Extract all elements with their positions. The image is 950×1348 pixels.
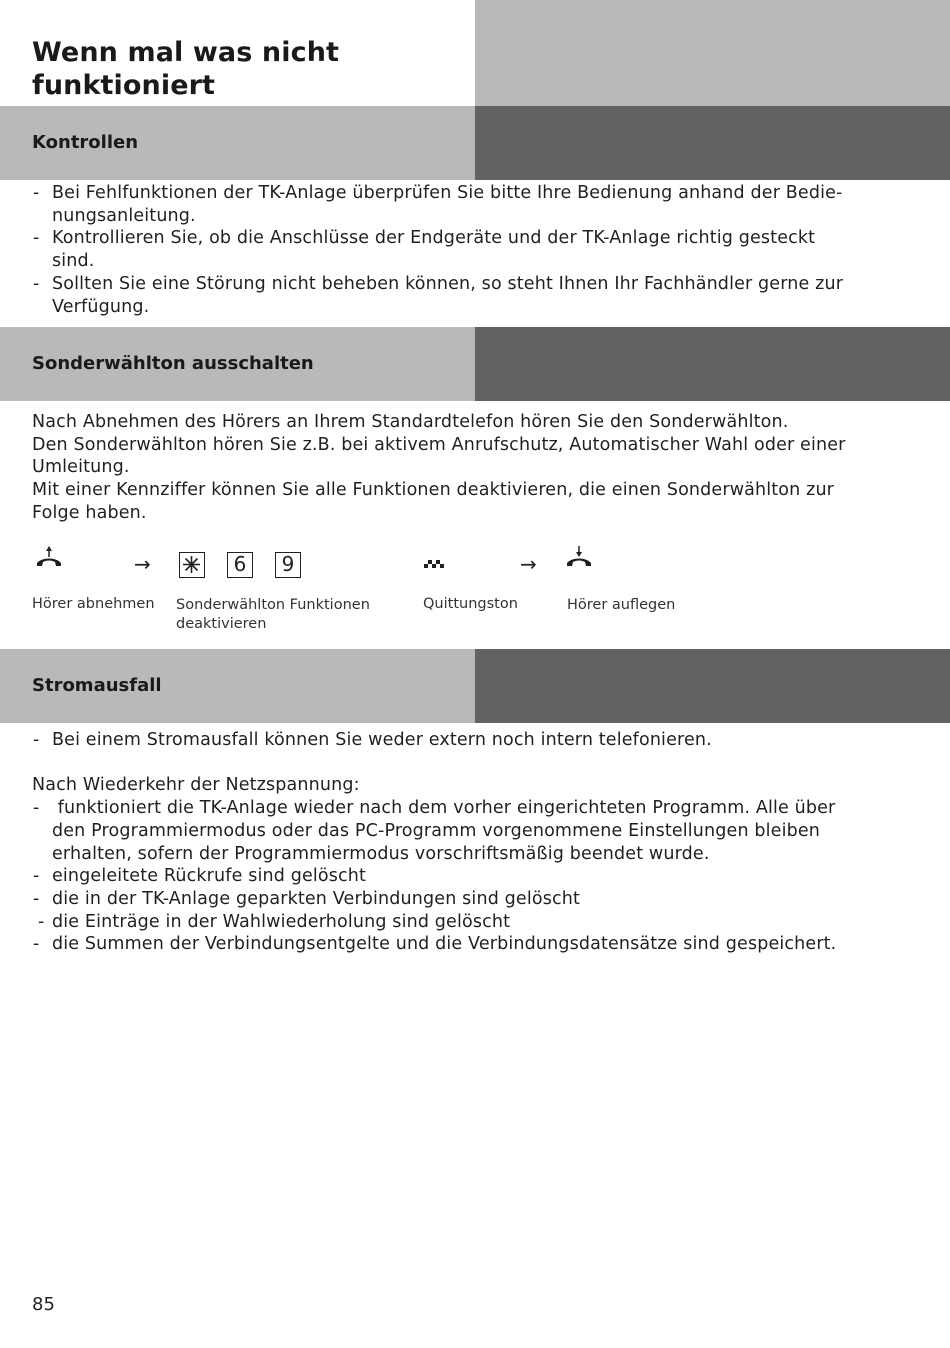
- key-9: 9: [275, 552, 301, 578]
- handset-lift-icon: [34, 546, 66, 570]
- section-heading-stromausfall: Stromausfall: [32, 675, 162, 696]
- caption-hoerer-abnehmen: Hörer abnehmen: [32, 596, 155, 612]
- list-item: - Bei Fehlfunktionen der TK-Anlage überprüfen Sie bitte Ihre Bedienung anhand der Bedie- nungsanleitung.: [32, 182, 912, 227]
- caption-quittungston: Quittungston: [423, 596, 518, 612]
- stromausfall-list: [32, 797, 912, 956]
- arrow-icon: →: [520, 552, 537, 576]
- section-heading-kontrollen: Kontrollen: [32, 132, 139, 153]
- paragraph-line: Nach Abnehmen des Hörers an Ihrem Standardtelefon hören Sie den Sonderwählton.: [32, 412, 789, 432]
- list-item: - die in der TK-Anlage geparkten Verbindungen sind gelöscht: [32, 888, 912, 911]
- list-item: - Kontrollieren Sie, ob die Anschlüsse der Endgeräte und der TK-Anlage richtig gesteckt sind.: [32, 227, 912, 272]
- section-band-stromausfall: [0, 649, 950, 723]
- kontrollen-list: [32, 182, 912, 318]
- page-title-line1: Wenn mal was nicht: [32, 37, 340, 68]
- confirmation-tone-icon: [424, 558, 448, 572]
- kontrollen-text: [32, 182, 912, 318]
- stromausfall-lead: Nach Wiederkehr der Netzspannung:: [32, 775, 360, 796]
- list-item: - die Summen der Verbindungsentgelte und die Verbindungsdatensätze sind gespeichert.: [32, 933, 912, 956]
- section-band-kontrollen: [0, 106, 950, 180]
- list-item: - funktioniert die TK-Anlage wieder nach dem vorher eingerichteten Programm. Alle über den Programmiermodus oder das PC-Programm vorgenommene Einstellungen bleiben erhalten, sofern der Programmiermodus vorschriftsmäßig beendet wurde.: [32, 797, 912, 865]
- page-title: [32, 36, 339, 102]
- section-heading-sonderwaehlton: Sonderwählton ausschalten: [32, 353, 314, 374]
- sonderwaehlton-text: [32, 411, 912, 525]
- arrow-icon: →: [134, 552, 151, 576]
- paragraph-line: Folge haben.: [32, 502, 147, 523]
- paragraph-line: Den Sonderwählton hören Sie z.B. bei aktivem Anrufschutz, Automatischer Wahl oder einer: [32, 434, 846, 455]
- list-item: - eingeleitete Rückrufe sind gelöscht: [32, 865, 912, 888]
- paragraph-line: Mit einer Kennziffer können Sie alle Funktionen deaktivieren, die einen Sonderwählton zur: [32, 480, 835, 501]
- paragraph-line: Umleitung.: [32, 457, 130, 478]
- page-number: 85: [32, 1294, 55, 1315]
- stromausfall-text: [32, 729, 912, 956]
- handset-hangup-icon: [564, 546, 596, 570]
- caption-sonderwaehlton-deaktivieren: Sonderwählton Funktionen deaktivieren: [176, 597, 370, 632]
- page-title-line2: funktioniert: [32, 70, 216, 101]
- caption-hoerer-auflegen: Hörer auflegen: [567, 597, 676, 613]
- list-item: - Sollten Sie eine Störung nicht beheben können, so steht Ihnen Ihr Fachhändler gerne zur Verfügung.: [32, 273, 912, 318]
- title-gray-block: [475, 0, 950, 106]
- list-item: - Bei einem Stromausfall können Sie weder extern noch intern telefonieren.: [32, 729, 912, 752]
- key-6: 6: [227, 552, 253, 578]
- star-key-icon: [179, 552, 205, 578]
- section-band-sonderwaehlton: [0, 327, 950, 401]
- list-item: - die Einträge in der Wahlwiederholung sind gelöscht: [32, 911, 912, 934]
